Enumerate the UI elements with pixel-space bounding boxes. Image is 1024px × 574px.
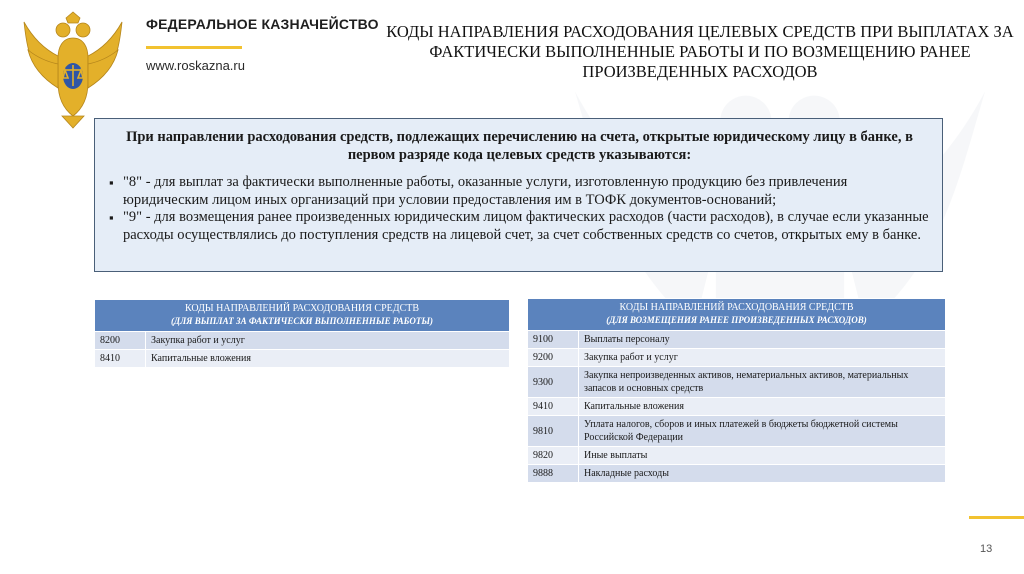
- table-row: [528, 367, 946, 398]
- code-cell: 9820: [528, 447, 579, 465]
- table-row: [528, 349, 946, 367]
- bullet-text: "9" - для возмещения ранее произведенных юридическим лицом фактических расходов (части расходов), в случае если указанные расходы осуществлялись до поступления средств на лицевой счет, за счет собственных средств со счетов, открытых ему в банке.: [123, 209, 929, 243]
- code-cell: 8410: [95, 350, 146, 368]
- table-row: [528, 416, 946, 447]
- table-header: [95, 300, 510, 332]
- table-header-row: [528, 299, 946, 331]
- table-row: [528, 447, 946, 465]
- name-cell: Закупка непроизведенных активов, нематериальных активов, материальных запасов и основных средств: [579, 367, 946, 398]
- code-cell: 8200: [95, 332, 146, 350]
- table-row: [528, 331, 946, 349]
- info-heading: При направлении расходования средств, подлежащих перечислению на счета, открытые юридическому лицу в банке, в первом разряде кода целевых средств указываются:: [126, 129, 913, 163]
- name-cell: Уплата налогов, сборов и иных платежей в бюджеты бюджетной системы Российской Федерации: [579, 416, 946, 447]
- bullet-item: [109, 209, 930, 244]
- right-codes-table: [527, 298, 946, 483]
- org-accent-line: [146, 46, 242, 49]
- name-cell: Закупка работ и услуг: [579, 349, 946, 367]
- name-cell: Капитальные вложения: [146, 350, 510, 368]
- treasury-emblem-icon: [18, 10, 128, 130]
- code-cell: 9410: [528, 398, 579, 416]
- name-cell: Выплаты персоналу: [579, 331, 946, 349]
- page-number: 13: [980, 543, 993, 555]
- table-header-subtitle: (ДЛЯ ВЫПЛАТ ЗА ФАКТИЧЕСКИ ВЫПОЛНЕННЫЕ РАБОТЫ): [170, 316, 434, 326]
- code-cell: 9810: [528, 416, 579, 447]
- name-cell: Закупка работ и услуг: [146, 332, 510, 350]
- bullet-item: [109, 174, 930, 209]
- code-cell: 9100: [528, 331, 579, 349]
- table-header-row: [95, 300, 510, 332]
- bullet-text: "8" - для выплат за фактически выполненные работы, оказанные услуги, изготовленную продукцию без привлечения юридическим лицом иных организаций при условии предоставления им в ТОФК документов-оснований;: [123, 174, 848, 208]
- table-row: [95, 332, 510, 350]
- name-cell: Капитальные вложения: [579, 398, 946, 416]
- table-header-subtitle: (ДЛЯ ВОЗМЕЩЕНИЯ РАНЕЕ ПРОИЗВЕДЕННЫХ РАСХОДОВ): [606, 315, 867, 325]
- table-row: [95, 350, 510, 368]
- corner-accent-line: [969, 516, 1024, 519]
- org-name: ФЕДЕРАЛЬНОЕ КАЗНАЧЕЙСТВО: [146, 16, 379, 32]
- square-bullet-icon: ▪: [109, 210, 114, 225]
- left-codes-table: [94, 299, 510, 368]
- website-link[interactable]: www.roskazna.ru: [146, 58, 245, 73]
- code-cell: 9300: [528, 367, 579, 398]
- table-header-title: КОДЫ НАПРАВЛЕНИЙ РАСХОДОВАНИЯ СРЕДСТВ: [619, 302, 854, 313]
- table-header-title: КОДЫ НАПРАВЛЕНИЙ РАСХОДОВАНИЯ СРЕДСТВ: [184, 303, 420, 314]
- name-cell: Иные выплаты: [579, 447, 946, 465]
- table-row: [528, 465, 946, 483]
- table-row: [528, 398, 946, 416]
- code-cell: 9888: [528, 465, 579, 483]
- name-cell: Накладные расходы: [579, 465, 946, 483]
- info-box: [94, 118, 943, 272]
- table-header: [528, 299, 946, 331]
- code-cell: 9200: [528, 349, 579, 367]
- square-bullet-icon: ▪: [109, 175, 114, 190]
- slide-title: КОДЫ НАПРАВЛЕНИЯ РАСХОДОВАНИЯ ЦЕЛЕВЫХ СРЕДСТВ ПРИ ВЫПЛАТАХ ЗА ФАКТИЧЕСКИ ВЫПОЛНЕННЫЕ РАБОТЫ И ПО ВОЗМЕЩЕНИЮ РАНЕЕ ПРОИЗВЕДЕННЫХ РАСХОДОВ: [386, 22, 1014, 81]
